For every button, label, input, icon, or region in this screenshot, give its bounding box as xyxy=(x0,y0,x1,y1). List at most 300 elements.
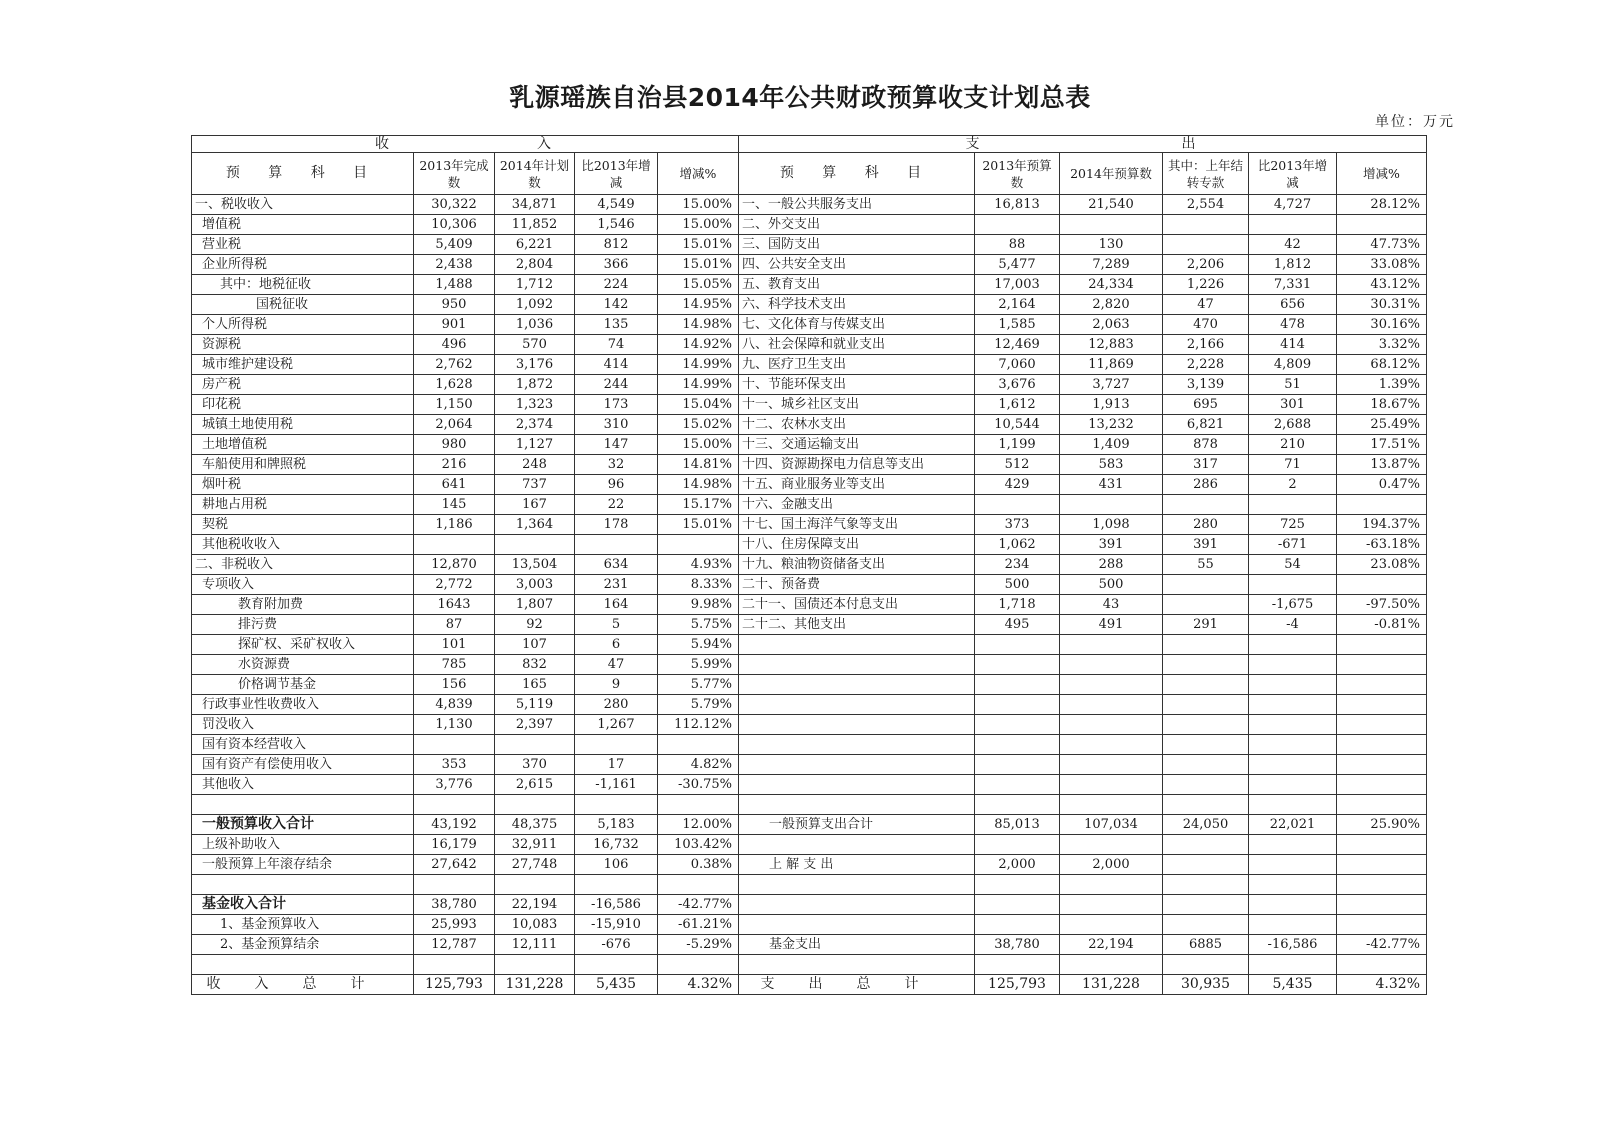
table-row xyxy=(192,255,1427,275)
table-row xyxy=(192,275,1427,295)
table-row xyxy=(192,835,1427,855)
income-2013: 5,409 xyxy=(414,235,495,255)
income-2014: 1,364 xyxy=(495,515,575,535)
expense-2013 xyxy=(975,695,1060,715)
expense-carryover xyxy=(1163,715,1249,735)
expense-2013: 3,676 xyxy=(975,375,1060,395)
income-2013: 3,776 xyxy=(414,775,495,795)
expense-change: 22,021 xyxy=(1249,815,1337,835)
income-2013: 641 xyxy=(414,475,495,495)
expense-carryover: 878 xyxy=(1163,435,1249,455)
income-2013: 1643 xyxy=(414,595,495,615)
expense-rate xyxy=(1337,915,1427,935)
income-subject: 企业所得税 xyxy=(192,255,414,275)
expense-2013: 1,612 xyxy=(975,395,1060,415)
expense-carryover xyxy=(1163,755,1249,775)
expense-change: 54 xyxy=(1249,555,1337,575)
expense-rate xyxy=(1337,875,1427,895)
expense-carryover: 280 xyxy=(1163,515,1249,535)
expense-subject: 五、教育支出 xyxy=(739,275,975,295)
expense-2013 xyxy=(975,495,1060,515)
table-row xyxy=(192,755,1427,775)
income-change: 147 xyxy=(575,435,658,455)
income-change xyxy=(575,735,658,755)
income-2014: 737 xyxy=(495,475,575,495)
expense-subject: 十三、交通运输支出 xyxy=(739,435,975,455)
income-2014: 2,374 xyxy=(495,415,575,435)
expense-subject: 二、外交支出 xyxy=(739,215,975,235)
income-change: 17 xyxy=(575,755,658,775)
expense-change: 301 xyxy=(1249,395,1337,415)
income-rate: 4.82% xyxy=(658,755,739,775)
income-total-2014: 131,228 xyxy=(495,975,575,995)
income-subject: 其中：地税征收 xyxy=(192,275,414,295)
expense-subject xyxy=(739,755,975,775)
income-subject: 个人所得税 xyxy=(192,315,414,335)
income-2014: 3,176 xyxy=(495,355,575,375)
expense-change xyxy=(1249,635,1337,655)
income-rate: 9.98% xyxy=(658,595,739,615)
income-subject: 契税 xyxy=(192,515,414,535)
income-rate: 14.99% xyxy=(658,375,739,395)
expense-2013 xyxy=(975,655,1060,675)
income-subject: 一般预算上年滚存结余 xyxy=(192,855,414,875)
expense-2014: 288 xyxy=(1060,555,1163,575)
income-2013: 980 xyxy=(414,435,495,455)
expense-rate xyxy=(1337,795,1427,815)
expense-carryover: 2,206 xyxy=(1163,255,1249,275)
table-row xyxy=(192,795,1427,815)
expense-change xyxy=(1249,895,1337,915)
income-2014: 48,375 xyxy=(495,815,575,835)
income-2014: 248 xyxy=(495,455,575,475)
table-row xyxy=(192,735,1427,755)
income-2013 xyxy=(414,735,495,755)
expense-carryover: 291 xyxy=(1163,615,1249,635)
expense-carryover xyxy=(1163,215,1249,235)
table-row xyxy=(192,675,1427,695)
expense-change xyxy=(1249,795,1337,815)
expense-carryover xyxy=(1163,635,1249,655)
income-2014: 11,852 xyxy=(495,215,575,235)
table-row xyxy=(192,495,1427,515)
income-change: 366 xyxy=(575,255,658,275)
expense-2013: 495 xyxy=(975,615,1060,635)
income-change: 1,546 xyxy=(575,215,658,235)
expense-change: 2 xyxy=(1249,475,1337,495)
expense-2014 xyxy=(1060,795,1163,815)
expense-carryover xyxy=(1163,895,1249,915)
expense-rate: 194.37% xyxy=(1337,515,1427,535)
income-subject: 二、非税收入 xyxy=(192,555,414,575)
expense-2013 xyxy=(975,835,1060,855)
income-rate: 15.01% xyxy=(658,515,739,535)
table-row xyxy=(192,375,1427,395)
expense-subject: 一、一般公共服务支出 xyxy=(739,195,975,215)
expense-rate xyxy=(1337,855,1427,875)
income-rate: 4.93% xyxy=(658,555,739,575)
income-2013: 16,179 xyxy=(414,835,495,855)
income-rate: 14.99% xyxy=(658,355,739,375)
expense-2014 xyxy=(1060,675,1163,695)
table-row xyxy=(192,815,1427,835)
income-subject: 车船使用和牌照税 xyxy=(192,455,414,475)
income-col-2014: 2014年计划数 xyxy=(495,153,575,195)
expense-subject xyxy=(739,695,975,715)
expense-rate: 17.51% xyxy=(1337,435,1427,455)
expense-subject: 上 解 支 出 xyxy=(739,855,975,875)
income-subject: 房产税 xyxy=(192,375,414,395)
expense-col-carryover: 其中：上年结转专款 xyxy=(1163,153,1249,195)
income-2014: 1,092 xyxy=(495,295,575,315)
income-rate: 5.99% xyxy=(658,655,739,675)
expense-change xyxy=(1249,915,1337,935)
income-change: 164 xyxy=(575,595,658,615)
expense-2013 xyxy=(975,635,1060,655)
income-change: 634 xyxy=(575,555,658,575)
income-subject: 资源税 xyxy=(192,335,414,355)
income-2013: 25,993 xyxy=(414,915,495,935)
income-2013: 785 xyxy=(414,655,495,675)
table-row xyxy=(192,295,1427,315)
expense-col-change: 比2013年增减 xyxy=(1249,153,1337,195)
expense-2013: 12,469 xyxy=(975,335,1060,355)
expense-carryover: 24,050 xyxy=(1163,815,1249,835)
expense-subject xyxy=(739,655,975,675)
expense-2013: 429 xyxy=(975,475,1060,495)
income-change: 4,549 xyxy=(575,195,658,215)
income-2014: 167 xyxy=(495,495,575,515)
expense-subject xyxy=(739,875,975,895)
page-title: 乳源瑶族自治县2014年公共财政预算收支计划总表 xyxy=(509,83,1091,112)
expense-2014 xyxy=(1060,755,1163,775)
income-subject: 教育附加费 xyxy=(192,595,414,615)
expense-2013: 512 xyxy=(975,455,1060,475)
income-change: 231 xyxy=(575,575,658,595)
income-change: 9 xyxy=(575,675,658,695)
income-subject: 罚没收入 xyxy=(192,715,414,735)
table-row xyxy=(192,535,1427,555)
income-2014: 34,871 xyxy=(495,195,575,215)
expense-total-label: 支出总计 xyxy=(739,975,975,995)
expense-change xyxy=(1249,875,1337,895)
income-change: 280 xyxy=(575,695,658,715)
table-row xyxy=(192,415,1427,435)
expense-total-2013: 125,793 xyxy=(975,975,1060,995)
expense-rate xyxy=(1337,955,1427,975)
expense-rate: 18.67% xyxy=(1337,395,1427,415)
income-change: 244 xyxy=(575,375,658,395)
income-2013: 2,772 xyxy=(414,575,495,595)
income-change: 135 xyxy=(575,315,658,335)
expense-rate xyxy=(1337,675,1427,695)
expense-carryover: 391 xyxy=(1163,535,1249,555)
income-change: -1,161 xyxy=(575,775,658,795)
expense-2014: 130 xyxy=(1060,235,1163,255)
expense-rate: 28.12% xyxy=(1337,195,1427,215)
income-2013: 2,064 xyxy=(414,415,495,435)
income-col-rate: 增减% xyxy=(658,153,739,195)
expense-2013: 373 xyxy=(975,515,1060,535)
income-2014: 2,615 xyxy=(495,775,575,795)
table-row xyxy=(192,955,1427,975)
expense-2014 xyxy=(1060,835,1163,855)
expense-2014: 2,000 xyxy=(1060,855,1163,875)
expense-change: 4,727 xyxy=(1249,195,1337,215)
expense-2014: 22,194 xyxy=(1060,935,1163,955)
expense-2013: 2,164 xyxy=(975,295,1060,315)
expense-2013: 500 xyxy=(975,575,1060,595)
expense-carryover xyxy=(1163,835,1249,855)
income-2013: 101 xyxy=(414,635,495,655)
expense-2013 xyxy=(975,955,1060,975)
income-subject: 其他税收收入 xyxy=(192,535,414,555)
expense-subject: 十一、城乡社区支出 xyxy=(739,395,975,415)
expense-carryover xyxy=(1163,675,1249,695)
expense-carryover: 6,821 xyxy=(1163,415,1249,435)
expense-carryover: 55 xyxy=(1163,555,1249,575)
income-rate: 15.01% xyxy=(658,255,739,275)
expense-change xyxy=(1249,655,1337,675)
expense-rate: 13.87% xyxy=(1337,455,1427,475)
expense-change xyxy=(1249,675,1337,695)
income-rate: 0.38% xyxy=(658,855,739,875)
income-change: -16,586 xyxy=(575,895,658,915)
table-row xyxy=(192,655,1427,675)
expense-rate: -97.50% xyxy=(1337,595,1427,615)
income-subject xyxy=(192,875,414,895)
expense-carryover: 6885 xyxy=(1163,935,1249,955)
income-subject: 营业税 xyxy=(192,235,414,255)
income-change: 32 xyxy=(575,455,658,475)
income-subject: 价格调节基金 xyxy=(192,675,414,695)
income-2013: 216 xyxy=(414,455,495,475)
income-2014: 6,221 xyxy=(495,235,575,255)
income-change: 47 xyxy=(575,655,658,675)
income-2014: 13,504 xyxy=(495,555,575,575)
income-2014 xyxy=(495,955,575,975)
expense-subject xyxy=(739,915,975,935)
expense-change: 725 xyxy=(1249,515,1337,535)
income-subject: 城镇土地使用税 xyxy=(192,415,414,435)
expense-col-rate: 增减% xyxy=(1337,153,1427,195)
expense-2014: 2,063 xyxy=(1060,315,1163,335)
expense-change: 71 xyxy=(1249,455,1337,475)
income-subject: 探矿权、采矿权收入 xyxy=(192,635,414,655)
expense-subject xyxy=(739,715,975,735)
expense-2014 xyxy=(1060,215,1163,235)
expense-rate: 0.47% xyxy=(1337,475,1427,495)
expense-subject: 十五、商业服务业等支出 xyxy=(739,475,975,495)
income-2014: 3,003 xyxy=(495,575,575,595)
income-rate: 14.92% xyxy=(658,335,739,355)
income-rate: 15.00% xyxy=(658,435,739,455)
table-row xyxy=(192,215,1427,235)
income-2013: 950 xyxy=(414,295,495,315)
income-change xyxy=(575,875,658,895)
expense-subject: 九、医疗卫生支出 xyxy=(739,355,975,375)
expense-2014 xyxy=(1060,635,1163,655)
income-2014: 1,712 xyxy=(495,275,575,295)
expense-2014: 583 xyxy=(1060,455,1163,475)
expense-rate xyxy=(1337,495,1427,515)
expense-2013: 38,780 xyxy=(975,935,1060,955)
expense-2014: 43 xyxy=(1060,595,1163,615)
income-rate: -42.77% xyxy=(658,895,739,915)
group-header-row xyxy=(192,136,1427,153)
expense-2014: 2,820 xyxy=(1060,295,1163,315)
expense-total-2014: 131,228 xyxy=(1060,975,1163,995)
expense-rate: 43.12% xyxy=(1337,275,1427,295)
income-subject: 国有资本经营收入 xyxy=(192,735,414,755)
income-subject: 印花税 xyxy=(192,395,414,415)
table-row xyxy=(192,455,1427,475)
table-row xyxy=(192,395,1427,415)
table-row xyxy=(192,635,1427,655)
expense-2013 xyxy=(975,735,1060,755)
table-row xyxy=(192,435,1427,455)
expense-carryover xyxy=(1163,955,1249,975)
expense-2013: 1,062 xyxy=(975,535,1060,555)
income-subject: 国有资产有偿使用收入 xyxy=(192,755,414,775)
expense-2013 xyxy=(975,775,1060,795)
income-change xyxy=(575,535,658,555)
expense-change xyxy=(1249,835,1337,855)
income-rate: 5.94% xyxy=(658,635,739,655)
expense-subject: 十二、农林水支出 xyxy=(739,415,975,435)
expense-2013 xyxy=(975,755,1060,775)
expense-change xyxy=(1249,855,1337,875)
expense-2013: 88 xyxy=(975,235,1060,255)
income-subject: 烟叶税 xyxy=(192,475,414,495)
expense-rate: 23.08% xyxy=(1337,555,1427,575)
income-rate: 15.02% xyxy=(658,415,739,435)
expense-rate xyxy=(1337,775,1427,795)
expense-change xyxy=(1249,735,1337,755)
expense-2014 xyxy=(1060,895,1163,915)
expense-change xyxy=(1249,495,1337,515)
income-2013: 1,150 xyxy=(414,395,495,415)
income-rate: 15.05% xyxy=(658,275,739,295)
expense-carryover: 2,554 xyxy=(1163,195,1249,215)
expense-rate xyxy=(1337,655,1427,675)
income-rate: 5.75% xyxy=(658,615,739,635)
income-rate xyxy=(658,735,739,755)
income-subject xyxy=(192,955,414,975)
income-2013: 87 xyxy=(414,615,495,635)
expense-2014 xyxy=(1060,955,1163,975)
income-subject: 一般预算收入合计 xyxy=(192,815,414,835)
income-subject: 2、基金预算结余 xyxy=(192,935,414,955)
income-2013: 1,130 xyxy=(414,715,495,735)
expense-subject xyxy=(739,775,975,795)
expense-carryover: 317 xyxy=(1163,455,1249,475)
income-2014: 27,748 xyxy=(495,855,575,875)
expense-2013 xyxy=(975,715,1060,735)
table-row xyxy=(192,615,1427,635)
expense-2014 xyxy=(1060,735,1163,755)
income-col-subject: 预 算 科 目 xyxy=(192,153,414,195)
income-rate: 14.98% xyxy=(658,315,739,335)
expense-carryover xyxy=(1163,735,1249,755)
expense-2013: 5,477 xyxy=(975,255,1060,275)
expense-2013: 1,718 xyxy=(975,595,1060,615)
income-rate: 14.81% xyxy=(658,455,739,475)
income-rate: 14.98% xyxy=(658,475,739,495)
expense-2013 xyxy=(975,895,1060,915)
expense-subject: 十七、国土海洋气象等支出 xyxy=(739,515,975,535)
income-subject: 城市维护建设税 xyxy=(192,355,414,375)
income-change: 96 xyxy=(575,475,658,495)
income-2013 xyxy=(414,535,495,555)
expense-change: -16,586 xyxy=(1249,935,1337,955)
income-change: 5 xyxy=(575,615,658,635)
table-row xyxy=(192,895,1427,915)
income-2013: 30,322 xyxy=(414,195,495,215)
expense-subject: 二十二、其他支出 xyxy=(739,615,975,635)
expense-change xyxy=(1249,695,1337,715)
income-change: 310 xyxy=(575,415,658,435)
expense-group-header: 支 出 xyxy=(739,136,1427,153)
expense-change: 656 xyxy=(1249,295,1337,315)
income-change: 173 xyxy=(575,395,658,415)
expense-subject xyxy=(739,795,975,815)
expense-rate: 3.32% xyxy=(1337,335,1427,355)
income-subject: 耕地占用税 xyxy=(192,495,414,515)
income-2013: 1,628 xyxy=(414,375,495,395)
expense-2013: 10,544 xyxy=(975,415,1060,435)
income-2013: 353 xyxy=(414,755,495,775)
income-2014 xyxy=(495,875,575,895)
expense-2013 xyxy=(975,215,1060,235)
income-rate: 15.04% xyxy=(658,395,739,415)
expense-rate: 25.90% xyxy=(1337,815,1427,835)
income-subject: 其他收入 xyxy=(192,775,414,795)
expense-2014 xyxy=(1060,915,1163,935)
income-2014: 22,194 xyxy=(495,895,575,915)
income-2014: 570 xyxy=(495,335,575,355)
income-subject: 基金收入合计 xyxy=(192,895,414,915)
expense-subject: 八、社会保障和就业支出 xyxy=(739,335,975,355)
expense-subject xyxy=(739,955,975,975)
expense-change xyxy=(1249,575,1337,595)
income-subject: 1、基金预算收入 xyxy=(192,915,414,935)
expense-carryover xyxy=(1163,495,1249,515)
expense-carryover: 2,228 xyxy=(1163,355,1249,375)
income-subject: 水资源费 xyxy=(192,655,414,675)
expense-rate xyxy=(1337,575,1427,595)
expense-rate: -42.77% xyxy=(1337,935,1427,955)
table-row xyxy=(192,555,1427,575)
income-2014: 32,911 xyxy=(495,835,575,855)
expense-rate: -63.18% xyxy=(1337,535,1427,555)
expense-2014: 11,869 xyxy=(1060,355,1163,375)
income-rate xyxy=(658,875,739,895)
expense-2014: 3,727 xyxy=(1060,375,1163,395)
income-2014: 832 xyxy=(495,655,575,675)
income-rate: 15.01% xyxy=(658,235,739,255)
income-2014: 92 xyxy=(495,615,575,635)
income-total-label: 收入总计 xyxy=(192,975,414,995)
income-2013: 27,642 xyxy=(414,855,495,875)
income-total-change: 5,435 xyxy=(575,975,658,995)
expense-subject: 二十、预备费 xyxy=(739,575,975,595)
income-2014 xyxy=(495,535,575,555)
expense-rate xyxy=(1337,635,1427,655)
table-row xyxy=(192,695,1427,715)
income-2013 xyxy=(414,955,495,975)
expense-2014: 500 xyxy=(1060,575,1163,595)
